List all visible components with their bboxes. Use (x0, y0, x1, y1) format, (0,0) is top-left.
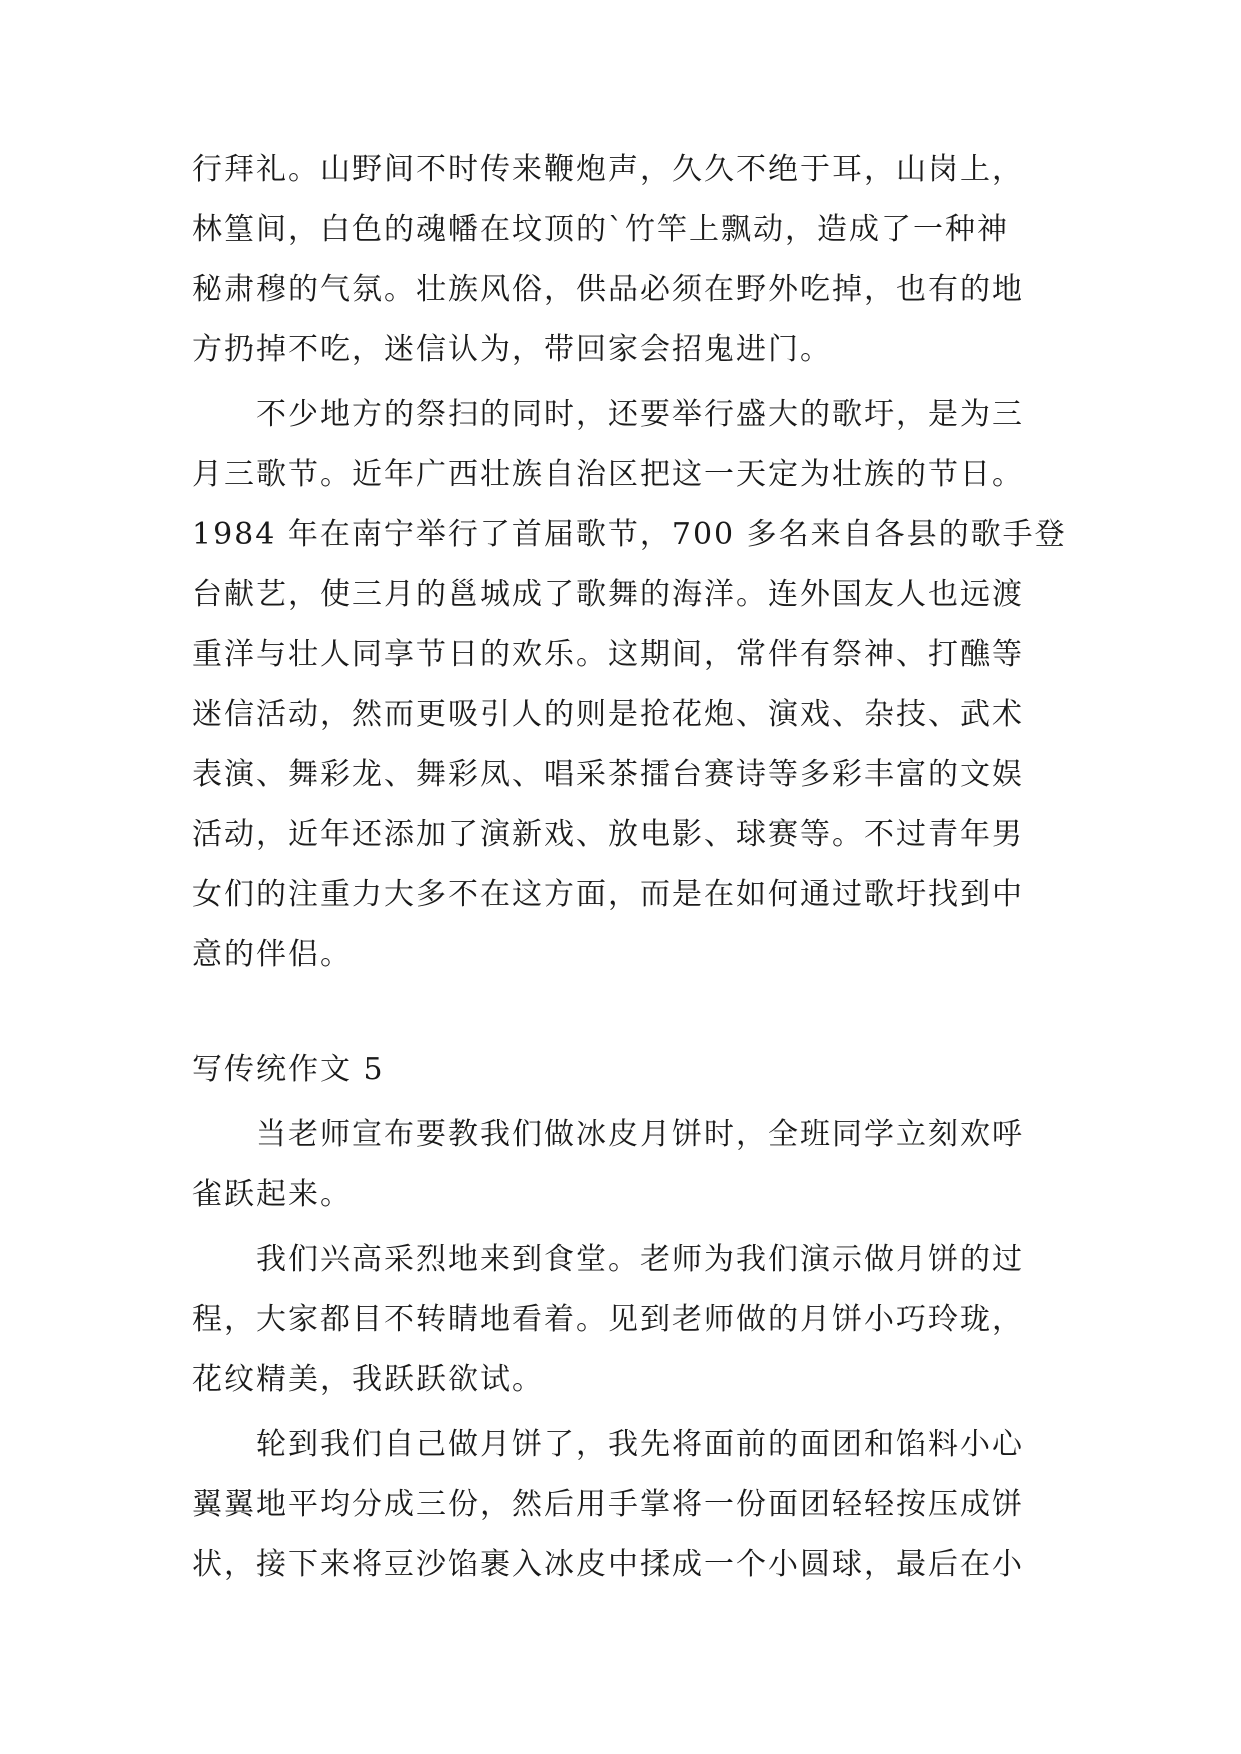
text-line: 重洋与壮人同享节日的欢乐。这期间，常伴有祭神、打醮等 (192, 637, 1024, 672)
section-heading: 写传统作文 5 (192, 1052, 385, 1087)
text-line: 翼翼地平均分成三份，然后用手掌将一份面团轻轻按压成饼 (192, 1487, 1024, 1522)
text-line: 程，大家都目不转睛地看着。见到老师做的月饼小巧玲珑， (192, 1302, 1024, 1337)
text-line: 活动，近年还添加了演新戏、放电影、球赛等。不过青年男 (192, 817, 1024, 852)
paragraph-first-line: 轮到我们自己做月饼了，我先将面前的面团和馅料小心 (256, 1427, 1024, 1462)
text-line: 雀跃起来。 (192, 1177, 352, 1212)
text-line: 台献艺，使三月的邕城成了歌舞的海洋。连外国友人也远渡 (192, 577, 1024, 612)
paragraph-first-line: 我们兴高采烈地来到食堂。老师为我们演示做月饼的过 (256, 1242, 1024, 1277)
text-line: 状，接下来将豆沙馅裹入冰皮中揉成一个小圆球，最后在小 (192, 1547, 1024, 1582)
text-line: 表演、舞彩龙、舞彩凤、唱采茶擂台赛诗等多彩丰富的文娱 (192, 757, 1024, 792)
text-line: 1984 年在南宁举行了首届歌节，700 多名来自各县的歌手登 (192, 517, 1067, 552)
text-line: 月三歌节。近年广西壮族自治区把这一天定为壮族的节日。 (192, 457, 1024, 492)
text-line: 林篁间，白色的魂幡在坟顶的`竹竿上飘动，造成了一种神 (192, 212, 1009, 247)
text-line: 迷信活动，然而更吸引人的则是抢花炮、演戏、杂技、武术 (192, 697, 1024, 732)
text-line: 意的伴侣。 (192, 937, 352, 972)
text-line: 秘肃穆的气氛。壮族风俗，供品必须在野外吃掉，也有的地 (192, 272, 1024, 307)
text-line: 女们的注重力大多不在这方面，而是在如何通过歌圩找到中 (192, 877, 1024, 912)
text-line: 行拜礼。山野间不时传来鞭炮声，久久不绝于耳，山岗上， (192, 152, 1024, 187)
paragraph-first-line: 不少地方的祭扫的同时，还要举行盛大的歌圩，是为三 (256, 397, 1024, 432)
text-line: 花纹精美，我跃跃欲试。 (192, 1362, 544, 1397)
text-line: 方扔掉不吃，迷信认为，带回家会招鬼进门。 (192, 332, 832, 367)
paragraph-first-line: 当老师宣布要教我们做冰皮月饼时，全班同学立刻欢呼 (256, 1117, 1024, 1152)
